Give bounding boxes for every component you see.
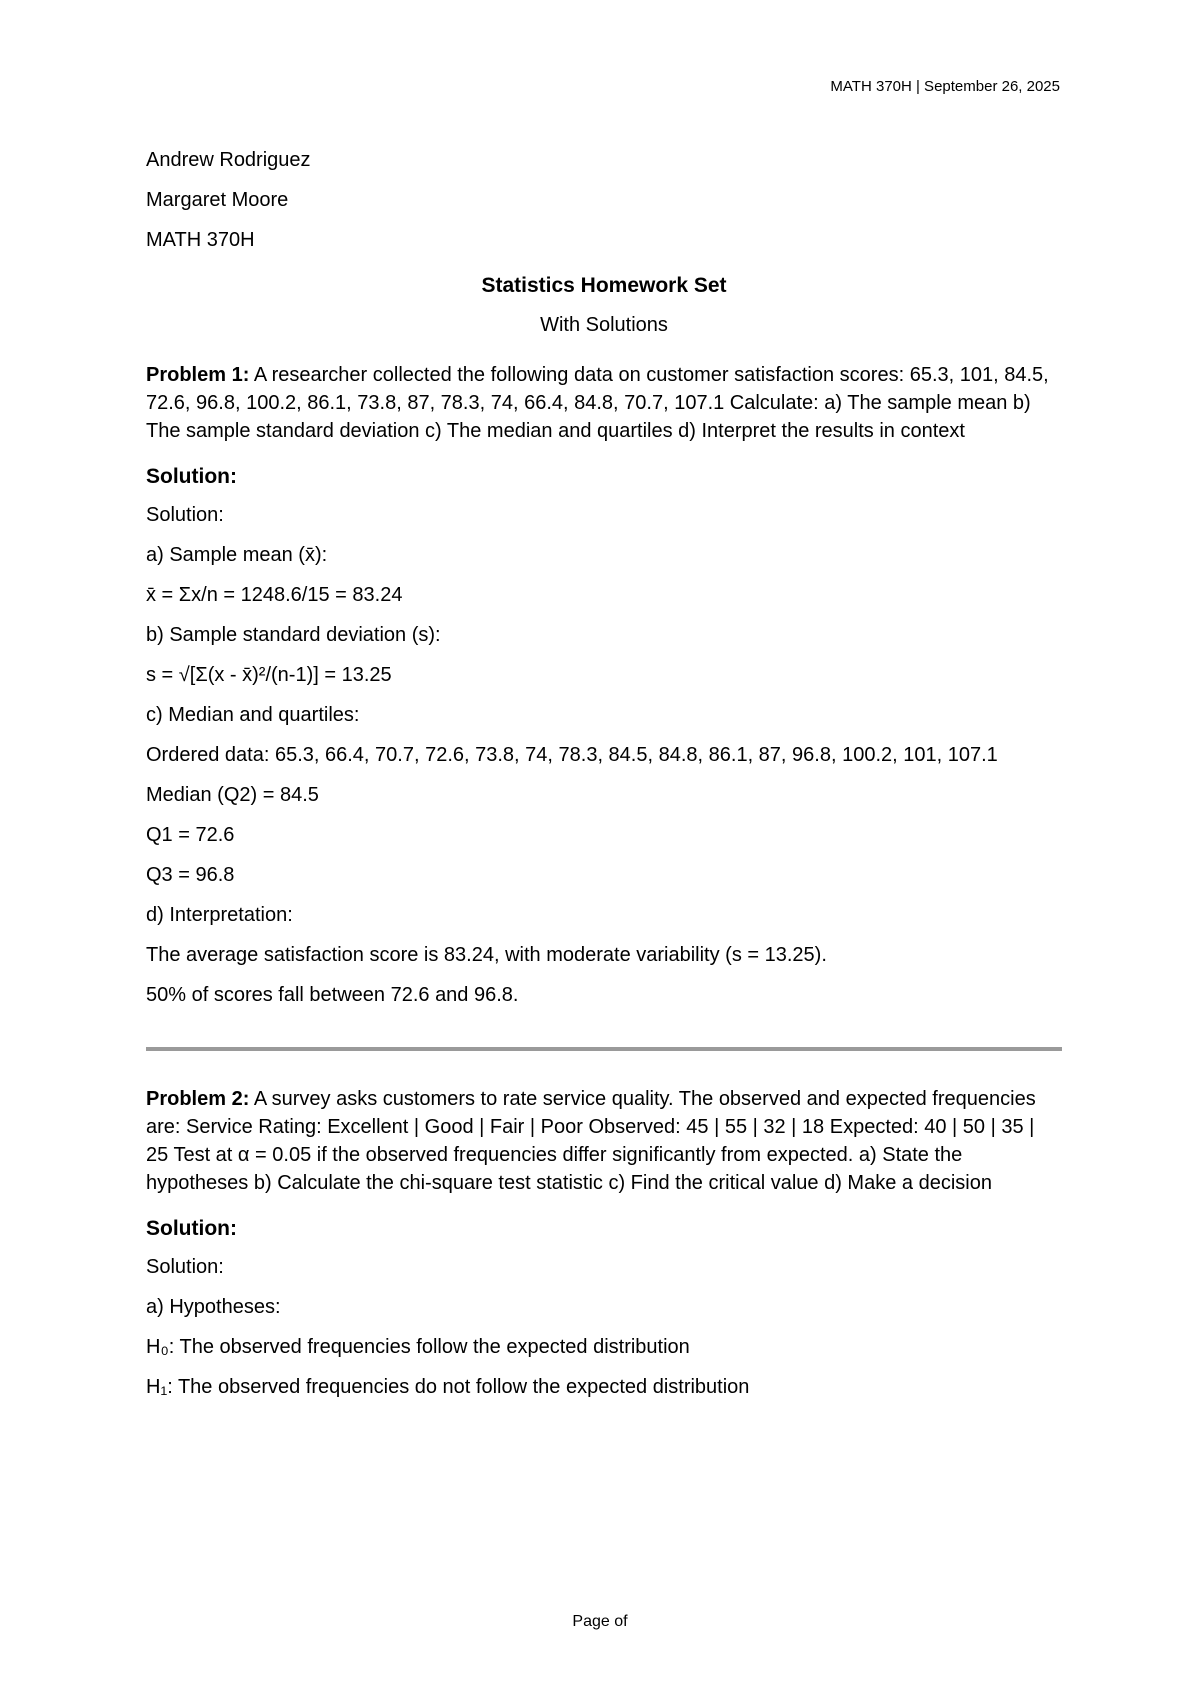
problem-2-solution	[146, 1255, 1062, 1399]
problem-2-statement	[146, 1085, 1062, 1197]
solution-line: Q1 = 72.6	[146, 824, 235, 846]
section-divider	[146, 1047, 1062, 1051]
solution-line: Solution:	[146, 1256, 224, 1278]
solution-line: Median (Q2) = 84.5	[146, 784, 319, 806]
problem-1-label: Problem 1:	[146, 364, 250, 386]
problem-1-solution-heading: Solution:	[146, 465, 237, 488]
solution-line: s = √[Σ(x - x̄)²/(n-1)] = 13.25	[146, 664, 392, 686]
solution-line: x̄ = Σx/n = 1248.6/15 = 83.24	[146, 584, 403, 606]
solution-line: Q3 = 96.8	[146, 864, 235, 886]
solution-line: H₁: The observed frequencies do not follow the expected distribution	[146, 1376, 750, 1398]
solution-line: d) Interpretation:	[146, 904, 293, 926]
instructor-name: Margaret Moore	[146, 189, 289, 211]
solution-line: 50% of scores fall between 72.6 and 96.8.	[146, 984, 519, 1006]
problem-1-statement	[146, 361, 1062, 445]
page-footer: Page of	[572, 1613, 628, 1630]
problem-2-solution-heading: Solution:	[146, 1217, 237, 1240]
solution-line: a) Hypotheses:	[146, 1296, 281, 1318]
solution-line: Ordered data: 65.3, 66.4, 70.7, 72.6, 73.8, 74, 78.3, 84.5, 84.8, 86.1, 87, 96.8, 100.2, 101, 107.1	[146, 744, 998, 766]
problem-1-text: A researcher collected the following data on customer satisfaction scores: 65.3, 101, 84.5, 72.6, 96.8, 100.2, 86.1, 73.8, 87, 78.3, 74, 66.4, 84.8, 70.7, 107.1 Calculate: a) The sample mean b) The sample standard deviation c) The median and quartiles d) Interpret the results in context	[146, 364, 1049, 442]
solution-line: The average satisfaction score is 83.24, with moderate variability (s = 13.25).	[146, 944, 827, 966]
document-body	[146, 148, 1062, 1415]
problem-2-label: Problem 2:	[146, 1088, 250, 1110]
document-subtitle: With Solutions	[540, 314, 668, 336]
solution-line: H₀: The observed frequencies follow the expected distribution	[146, 1336, 690, 1358]
document-title: Statistics Homework Set	[481, 274, 727, 297]
solution-line: b) Sample standard deviation (s):	[146, 624, 441, 646]
solution-line: a) Sample mean (x̄):	[146, 544, 328, 566]
course-name: MATH 370H	[146, 229, 255, 251]
student-name: Andrew Rodriguez	[146, 149, 311, 171]
problem-1-solution	[146, 503, 1062, 1007]
solution-line: Solution:	[146, 504, 224, 526]
page-header: MATH 370H | September 26, 2025	[830, 78, 1060, 95]
solution-line: c) Median and quartiles:	[146, 704, 360, 726]
problem-2-text: A survey asks customers to rate service quality. The observed and expected frequencies are: Service Rating: Excellent | Good | Fair | Poor Observed: 45 | 55 | 32 | 18 Expected: 40 | 50 | 35 | 25 Test at α = 0.05 if the observed frequencies differ significantly from expected. a) State the hypotheses b) Calculate the chi-square test statistic c) Find the critical value d) Make a decision	[146, 1088, 1036, 1194]
